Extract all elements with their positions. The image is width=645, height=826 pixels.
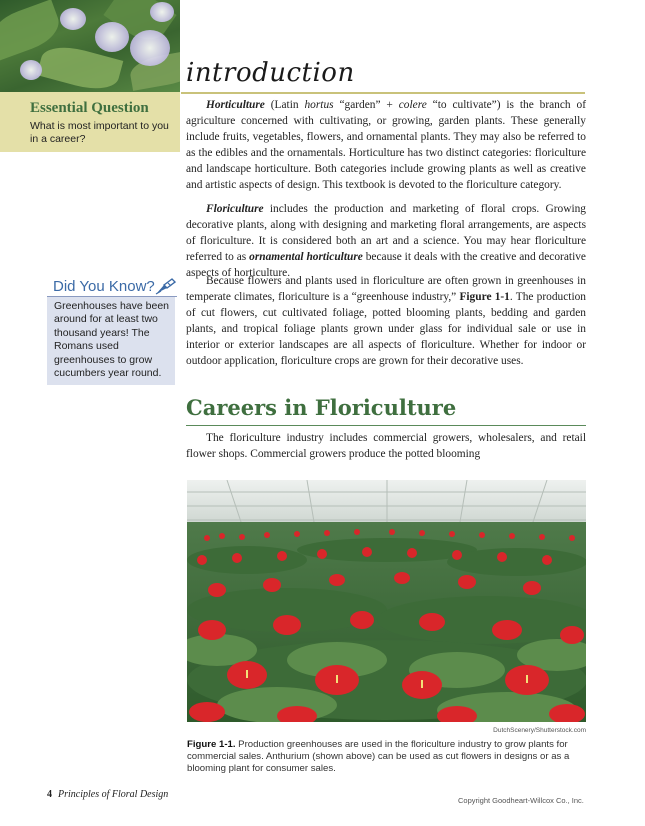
careers-heading: Careers in Floriculture [186,395,457,420]
paragraph-careers [186,430,586,462]
photo-credit: DutchScenery/Shutterstock.com [493,727,586,734]
copyright-notice: Copyright Goodheart-Willcox Co., Inc. [458,796,584,805]
paragraph-greenhouse-industry [186,273,586,369]
heading-divider [181,92,585,94]
text-span: includes the production and marketing of floral crops. Growing decorative plants, along with designing and marketing floral arrangements, are aspects of floriculture. It is considered both an art and a science. You may hear floriculture referred to as [186,203,586,263]
greenhouse-illustration [187,480,586,722]
essential-question-text: What is most important to you in a career? [30,120,169,145]
page-number: 4 [47,789,52,800]
careers-text: The floriculture industry includes commercial growers, wholesalers, and retail flower shops. Commercial growers produce the potted blooming [186,432,586,460]
figure-caption [187,739,587,775]
paragraph-floriculture [186,201,586,281]
did-you-know-text: Greenhouses have been around for at least two thousand years! The Romans used greenhouses to grow cucumbers year round. [54,300,170,380]
did-you-know-box [47,297,175,385]
essential-question-box [0,92,180,152]
careers-divider [186,425,586,426]
figure-label: Figure 1-1. [187,739,236,750]
text-span: “to cultivate”) is the branch of agriculture concerned with cultivating, or growing, garden plants. These generally include fruits, vegetables, flowers, and ornamental plants. They may also be referred to as the edibles and the ornamentals. Horticulture has two distinct categories: floriculture and landscape horticulture. Both categories include growing plants as well as creative and artistic aspects of design. This textbook is devoted to the floriculture category. [186,99,586,191]
text-span: “garden” + [333,99,399,111]
term-ornamental-horticulture: ornamental horticulture [249,251,363,263]
text-span: because it deals with the creative and decorative aspects of horticulture. [186,251,586,279]
term-horticulture: Horticulture [206,99,265,111]
text-span: . The production of cut flowers, cut cultivated foliage, potted blooming plants, bedding and garden plants, and tropical foliage plants grown under glass for individual sale or use in interior or exterior landscapes are all aspects of floriculture. Whether for indoor or outdoor application, floriculture crops are grown for their decorative uses. [186,291,586,367]
figure-reference[interactable]: Figure 1-1 [459,291,510,303]
text-span: Because flowers and plants used in floriculture are often grown in greenhouses in temperate climates, floriculture is a “greenhouse industry,” [186,275,586,303]
text-span: (Latin [264,99,305,111]
term-floriculture: Floriculture [206,203,264,215]
latin-word: colere [398,99,427,111]
hero-floral-photo [0,0,180,92]
latin-word: hortus [304,99,334,111]
section-heading: introduction [186,58,355,88]
figure-caption-text: Production greenhouses are used in the floriculture industry to grow plants for commercial sales. Anthurium (shown above) can be used as cut flowers in designs or as a blooming plant for consumer sales. [187,739,570,774]
book-title: Principles of Floral Design [58,789,169,800]
paragraph-horticulture [186,97,586,193]
pen-nib-icon [155,277,177,295]
essential-question-title: Essential Question [30,100,149,116]
did-you-know-title: Did You Know? [53,278,155,295]
page-footer [47,789,168,800]
greenhouse-anthurium-photo [187,480,586,722]
